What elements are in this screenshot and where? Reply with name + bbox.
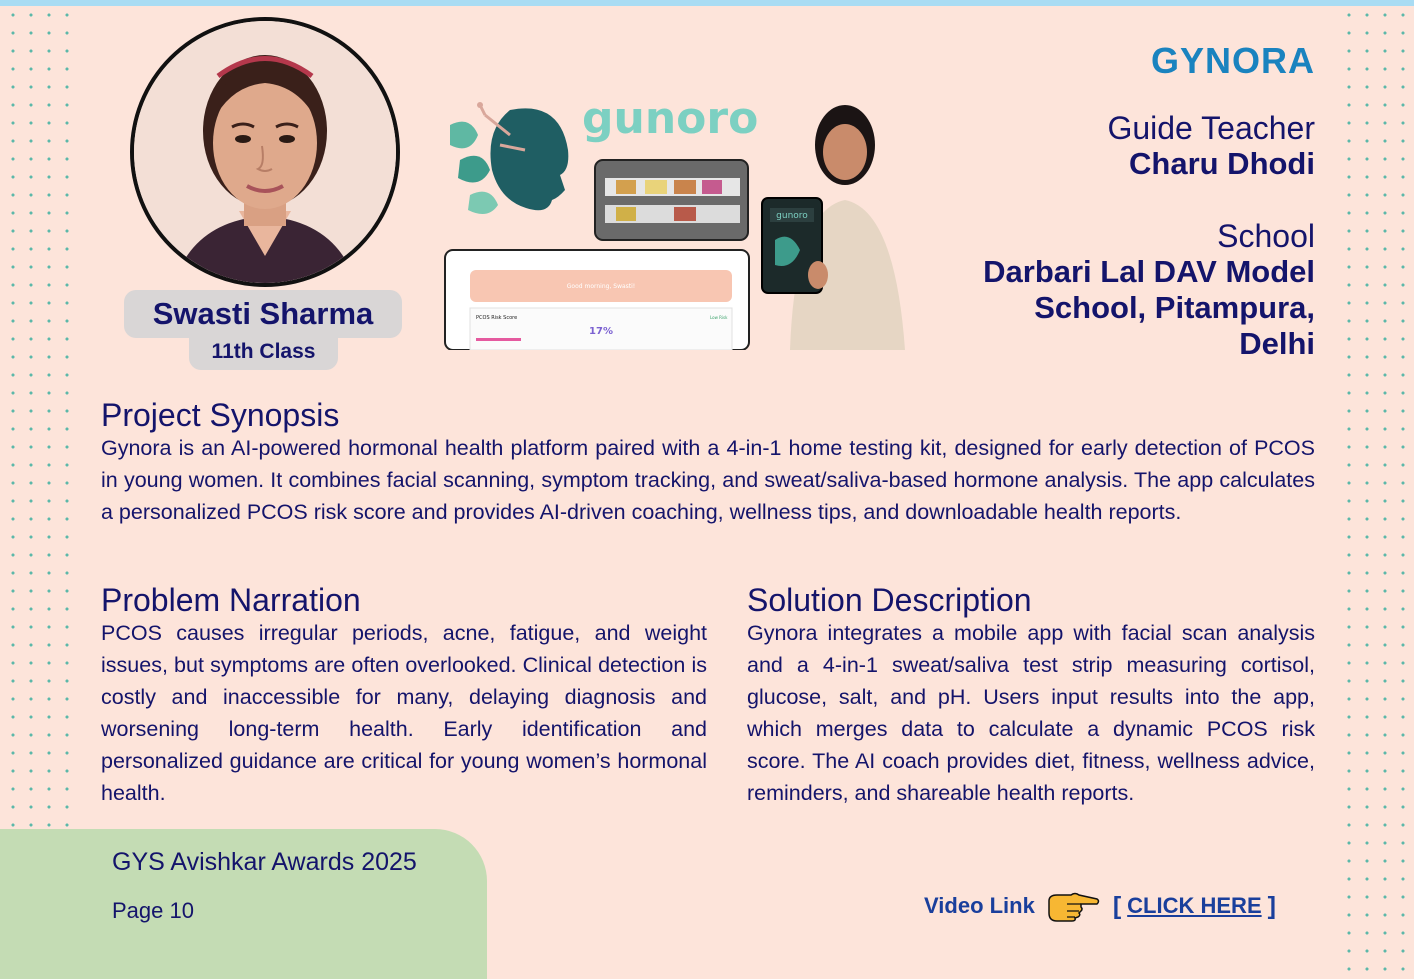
woman-with-tablet-image — [762, 105, 905, 350]
guide-teacher-label: Guide Teacher — [1107, 110, 1315, 146]
solution-text: Gynora integrates a mobile app with facial scan analysis and a 4-in-1 sweat/saliva test strip measuring cortisol, glucose, salt, and pH. Users input results into the app, which merges data to calculate a dynamic PCOS risk score. The AI coach provides diet, fitness, wellness advice, reminders, and shareable health reports. — [747, 621, 1315, 805]
app-greeting-text: Good morning, Swasti! — [566, 283, 636, 290]
school-name-line2: School, Pitampura, — [1034, 290, 1315, 325]
top-accent-bar — [0, 0, 1414, 6]
project-collage — [440, 90, 910, 350]
school-name-line3: Delhi — [1239, 326, 1315, 361]
click-here-link[interactable]: CLICK HERE — [1127, 893, 1262, 918]
student-photo — [130, 17, 400, 287]
bracket-close: ] — [1267, 891, 1276, 920]
tablet-logo-text: gunoro — [776, 211, 808, 221]
problem-heading: Problem Narration — [101, 582, 361, 618]
bracket-open: [ — [1112, 891, 1122, 920]
project-title: GYNORA — [1150, 40, 1315, 81]
student-name: Swasti Sharma — [124, 290, 402, 338]
gunoro-logo-text: gunoro — [582, 93, 759, 144]
school-name-line1: Darbari Lal DAV Model — [983, 254, 1315, 289]
page-number: Page 10 — [112, 898, 194, 923]
synopsis-heading: Project Synopsis — [101, 397, 340, 433]
problem-text: PCOS causes irregular periods, acne, fatigue, and weight issues, but symptoms are often overlooked. Clinical detection is costly and inaccessible for many, delaying diagnosis and worsening long-term health. Early identification and personalized guidance are critical for young women’s hormonal health. — [101, 621, 707, 805]
synopsis-text: Gynora is an AI-powered hormonal health platform paired with a 4-in-1 home testing kit, designed for early detection of PCOS in young women. It combines facial scanning, symptom tracking, and sweat/saliva-based hormone analysis. The app calculates a personalized PCOS risk score and provides AI-driven coaching, wellness tips, and downloadable health reports. — [101, 436, 1315, 524]
app-card-title: PCOS Risk Score — [476, 315, 518, 321]
right-dot-pattern — [1334, 0, 1414, 979]
pointing-hand-icon — [1045, 889, 1101, 923]
app-score: 17% — [589, 326, 613, 337]
guide-teacher-name: Charu Dhodi — [1129, 146, 1315, 181]
project-info — [895, 38, 1315, 362]
student-class: 11th Class — [189, 333, 338, 370]
award-title: GYS Avishkar Awards 2025 — [112, 848, 417, 876]
video-link-label: Video Link — [924, 893, 1035, 918]
school-label: School — [1217, 218, 1315, 254]
app-card-badge: Low Risk — [710, 315, 728, 320]
gynora-head-logo-icon — [450, 102, 568, 214]
video-link-row — [924, 886, 1316, 926]
solution-heading: Solution Description — [747, 582, 1032, 618]
